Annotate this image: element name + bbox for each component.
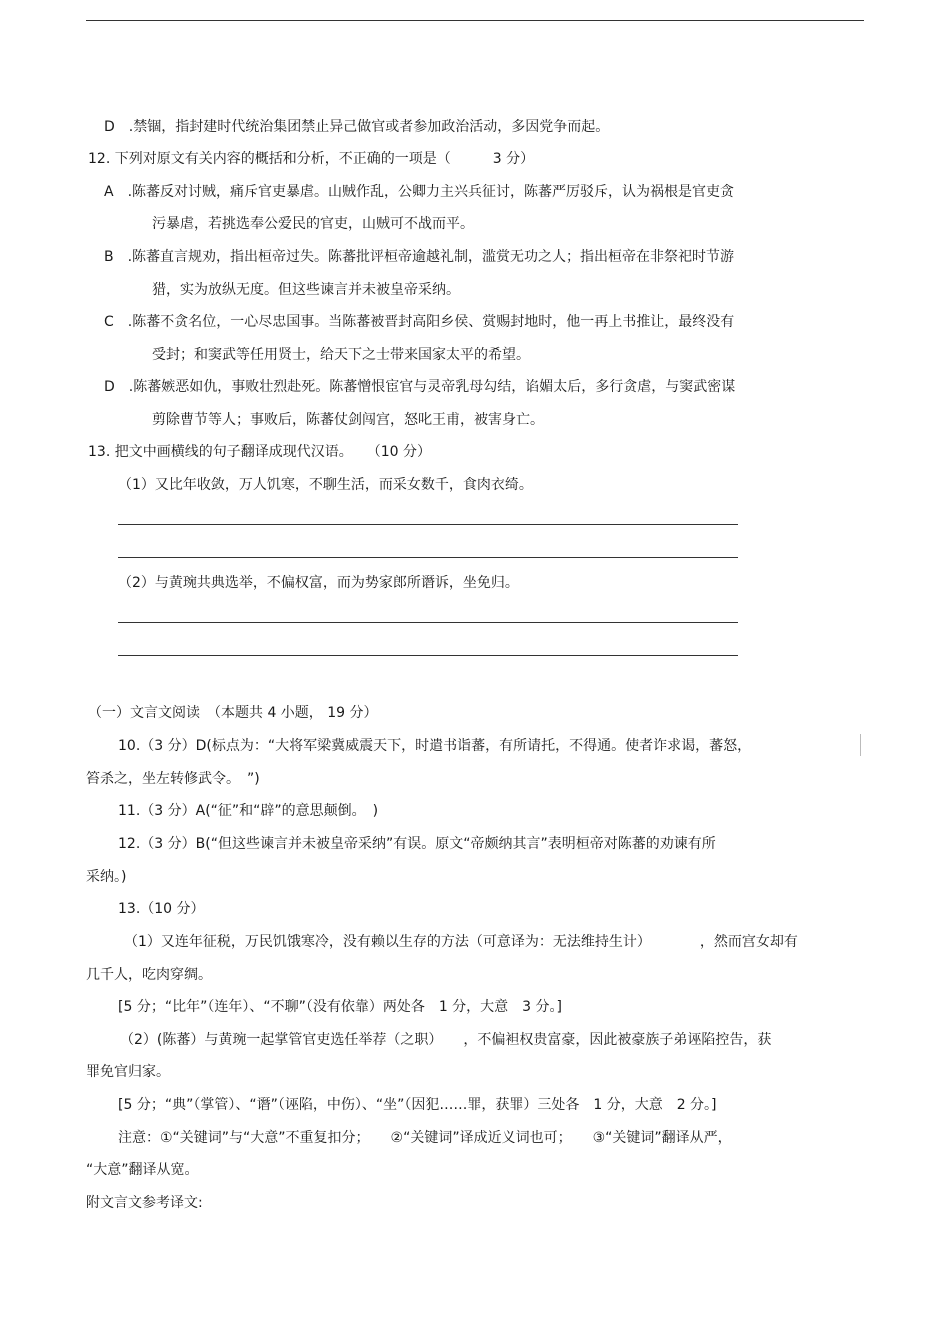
- answer-line-3: [118, 622, 738, 623]
- q12-stem: 12. 下列对原文有关内容的概括和分析，不正确的一项是（ 3 分）: [88, 151, 535, 167]
- grading-note-line1: 注意：①“关键词”与“大意”不重复扣分； ②“关键词”译成近义词也可； ③“关键词”翻译从严，: [118, 1130, 732, 1146]
- answer-13-1-score: [5 分；“比年”（连年）、“不聊”（没有依靠）两处各 1 分，大意 3 分。]: [118, 999, 563, 1015]
- answer-10-line1: 10.（3 分）D(标点为：“大将军梁冀威震天下，时遣书诣蕃，有所请托，不得通。使者诈求谒，蕃怒，: [118, 738, 752, 754]
- answer-13-1-line2: 几千人，吃肉穿绸。: [86, 967, 212, 983]
- q12-option-b-line2: 猎，实为放纵无度。但这些谏言并未被皇帝采纳。: [152, 282, 460, 298]
- answer-line-2: [118, 557, 738, 558]
- q12-option-a-line2: 污暴虐，若挑选奉公爱民的官吏，山贼可不战而平。: [152, 216, 474, 232]
- q12-option-a-line1: A .陈蕃反对讨贼，痛斥官吏暴虐。山贼作乱，公卿力主兴兵征讨，陈蕃严厉驳斥，认为祸根是官吏贪: [104, 184, 735, 200]
- answer-13: 13.（10 分）: [118, 901, 205, 917]
- grading-note-line2: “大意”翻译从宽。: [86, 1162, 199, 1178]
- answer-13-2-line1: （2）(陈蕃）与黄琬一起掌管官吏选任举荐（之职） ，不偏袒权贵富豪，因此被豪族子弟诬陷控告，获: [120, 1032, 772, 1048]
- answer-13-2-line2: 罪免官归家。: [86, 1064, 170, 1080]
- margin-mark: [860, 734, 861, 756]
- answer-11: 11.（3 分）A(“征”和“辟”的意思颠倒。 ): [118, 803, 379, 819]
- answer-13-2-score: [5 分；“典”（掌管）、“谮”（诬陷，中伤）、“坐”（因犯……罪，获罪）三处各 1 分，大意 2 分。]: [118, 1097, 717, 1113]
- q13-sentence-1: （1）又比年收敛，万人饥寒，不聊生活，而采女数千，食肉衣绮。: [118, 477, 533, 493]
- q12-option-d-line2: 剪除曹节等人；事败后，陈蕃仗剑闯宫，怒叱王甫，被害身亡。: [152, 412, 544, 428]
- answers-header: （一）文言文阅读 （本题共 4 小题， 19 分）: [88, 705, 378, 721]
- answer-10-line2: 笞杀之，坐左转修武令。 ”): [86, 771, 260, 787]
- q12-option-c-line2: 受封；和窦武等任用贤士，给天下之士带来国家太平的希望。: [152, 347, 530, 363]
- appendix-title: 附文言文参考译文:: [86, 1195, 203, 1211]
- q13-stem: 13. 把文中画横线的句子翻译成现代汉语。 （10 分）: [88, 444, 431, 460]
- answer-line-4: [118, 655, 738, 656]
- q12-option-c-line1: C .陈蕃不贪名位，一心尽忠国事。当陈蕃被晋封高阳乡侯、赏赐封地时，他一再上书推让，最终没有: [104, 314, 735, 330]
- answer-line-1: [118, 524, 738, 525]
- answer-12-line2: 采纳。): [86, 869, 127, 885]
- q12-option-b-line1: B .陈蕃直言规劝，指出桓帝过失。陈蕃批评桓帝逾越礼制，滥赏无功之人；指出桓帝在非祭祀时节游: [104, 249, 735, 265]
- answer-13-1-line1: （1）又连年征税，万民饥饿寒冷，没有赖以生存的方法（可意译为：无法维持生计） ，然而宫女却有: [124, 934, 798, 950]
- header-rule: [86, 20, 864, 21]
- answer-12-line1: 12.（3 分）B(“但这些谏言并未被皇帝采纳”有误。原文“帝颇纳其言”表明桓帝对陈蕃的劝谏有所: [118, 836, 716, 852]
- q12-option-d-line1: D .陈蕃嫉恶如仇，事败壮烈赴死。陈蕃憎恨宦官与灵帝乳母勾结，谄媚太后，多行贪虐，与窦武密谋: [104, 379, 736, 395]
- q11-option-d: D .禁锢，指封建时代统治集团禁止异己做官或者参加政治活动，多因党争而起。: [104, 119, 610, 135]
- q13-sentence-2: （2）与黄琬共典选举，不偏权富，而为势家郎所谮诉，坐免归。: [118, 575, 519, 591]
